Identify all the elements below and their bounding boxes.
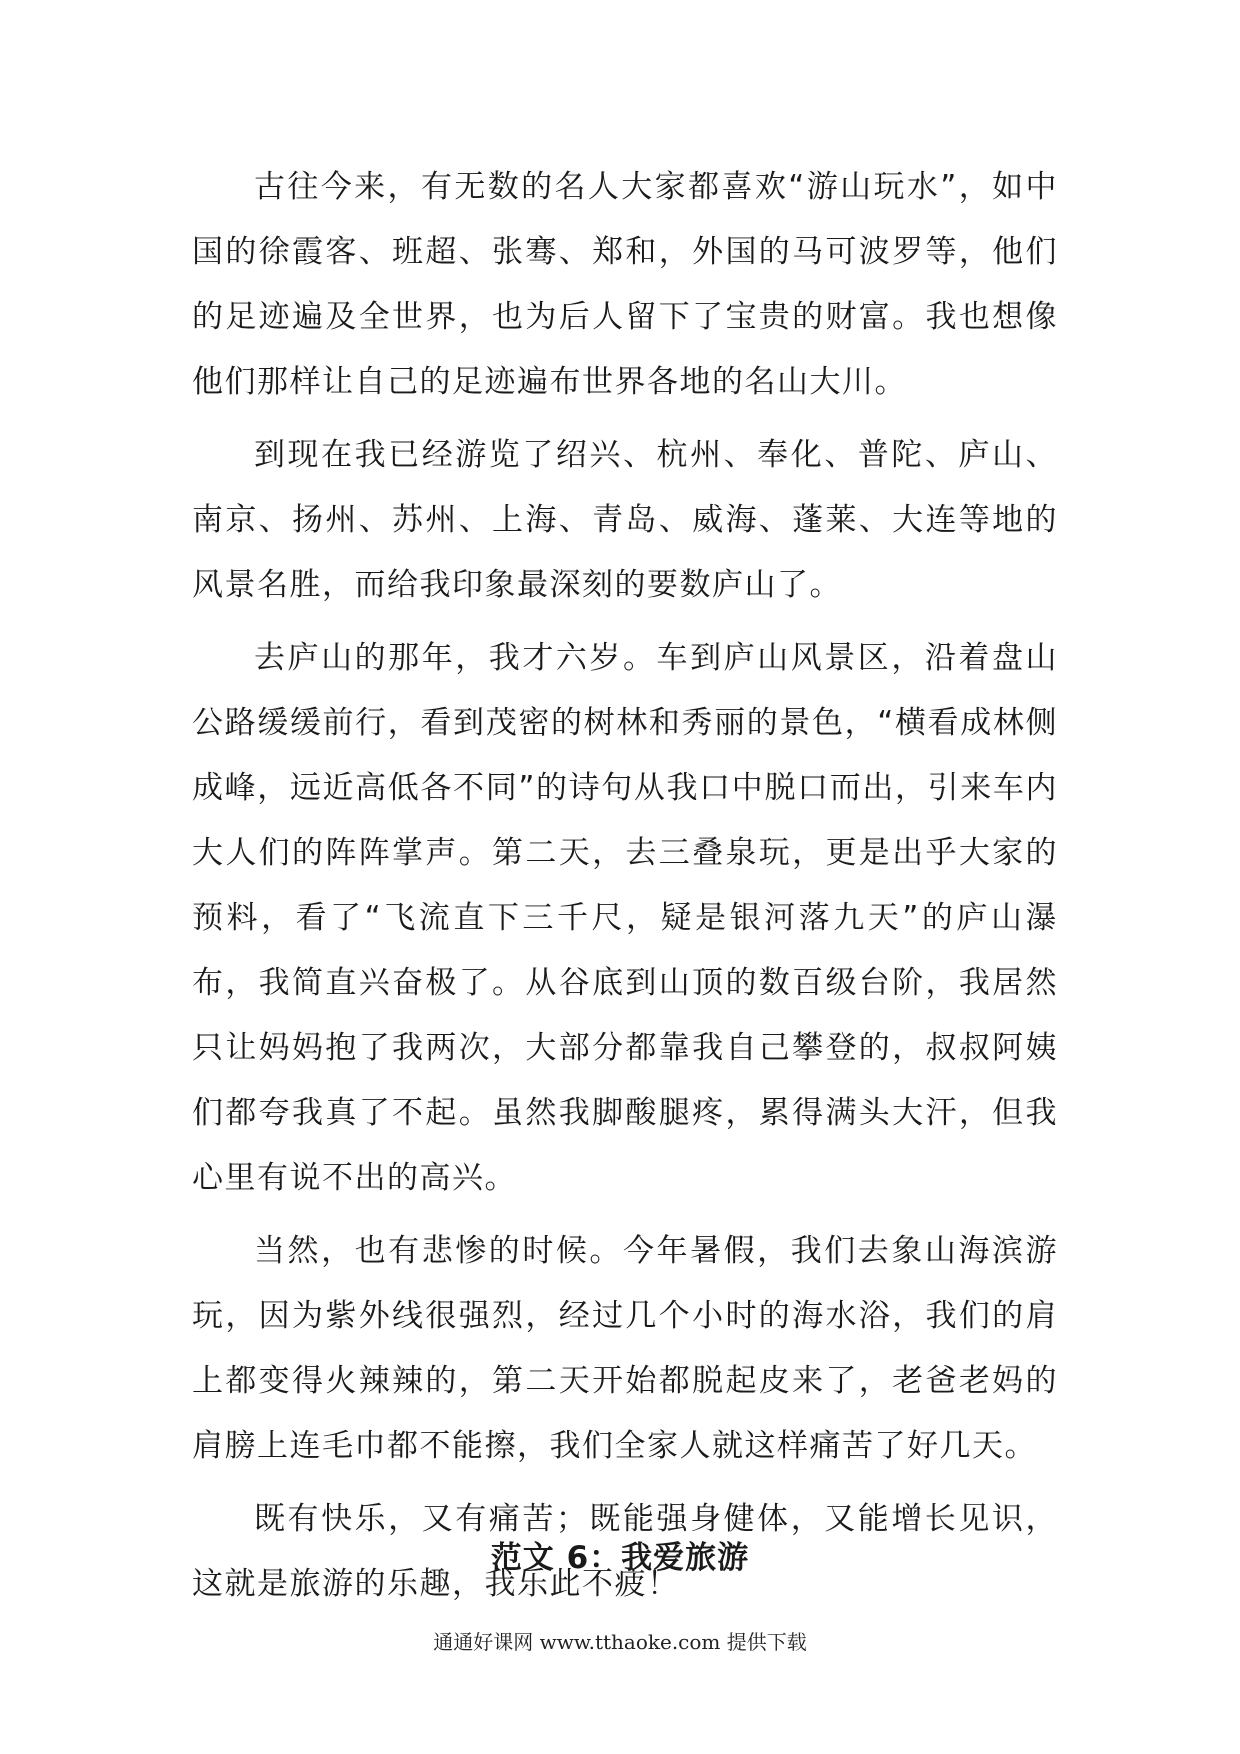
paragraph-2: 到现在我已经游览了绍兴、杭州、奉化、普陀、庐山、南京、扬州、苏州、上海、青岛、威海、蓬莱、大连等地的风景名胜，而给我印象最深刻的要数庐山了。	[192, 437, 1058, 603]
paragraph-1: 古往今来，有无数的名人大家都喜欢“游山玩水”，如中国的徐霞客、班超、张骞、郑和，外国的马可波罗等，他们的足迹遍及全世界，也为后人留下了宝贵的财富。我也想像他们那样让自己的足迹遍布世界各地的名山大川。	[192, 169, 1058, 400]
page-footer: 通通好课网 www.tthaoke.com 提供下载	[433, 1630, 807, 1654]
paragraph-5: 既有快乐，又有痛苦；既能强身健体，又能增长见识，这就是旅游的乐趣，我乐此不疲！	[192, 1501, 1058, 1602]
article-body	[192, 155, 1058, 1617]
paragraph-4: 当然，也有悲惨的时候。今年暑假，我们去象山海滨游玩，因为紫外线很强烈，经过几个小时的海水浴，我们的肩上都变得火辣辣的，第二天开始都脱起皮来了，老爸老妈的肩膀上连毛巾都不能擦，我们全家人就这样痛苦了好几天。	[192, 1233, 1058, 1464]
paragraph-3: 去庐山的那年，我才六岁。车到庐山风景区，沿着盘山公路缓缓前行，看到茂密的树林和秀丽的景色，“横看成林侧成峰，远近高低各不同”的诗句从我口中脱口而出，引来车内大人们的阵阵掌声。第二天，去三叠泉玩，更是出乎大家的预料，看了“飞流直下三千尺，疑是银河落九天”的庐山瀑布，我简直兴奋极了。从谷底到山顶的数百级台阶，我居然只让妈妈抱了我两次，大部分都靠我自己攀登的，叔叔阿姨们都夸我真了不起。虽然我脚酸腿疼，累得满头大汗，但我心里有说不出的高兴。	[192, 640, 1058, 1196]
section-title: 范文 6：我爱旅游	[490, 1540, 750, 1576]
